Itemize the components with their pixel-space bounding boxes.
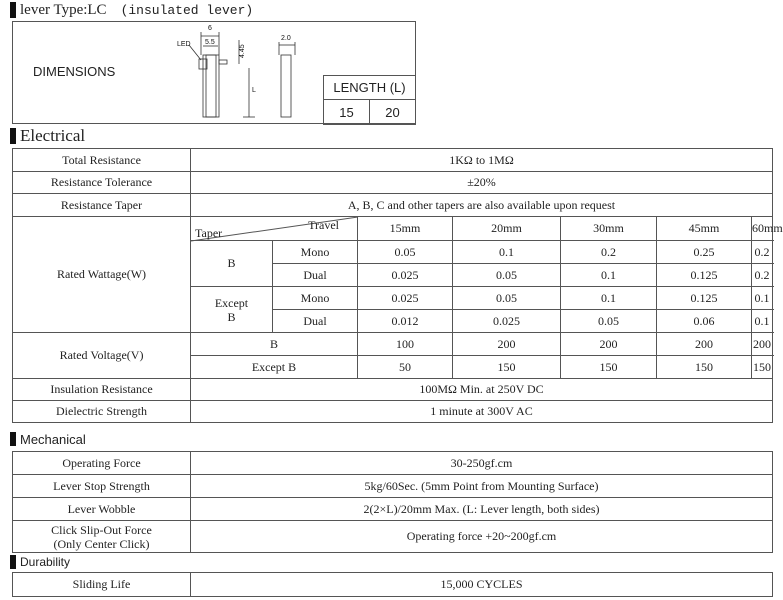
dim-6-text: 6 bbox=[208, 25, 212, 32]
mechanical-table bbox=[12, 451, 773, 553]
wattage-value: 0.1 bbox=[752, 310, 773, 333]
voltage-value: 200 bbox=[657, 333, 752, 356]
voltage-value: 150 bbox=[453, 356, 561, 379]
resistance-taper-value: A, B, C and other tapers are also available upon request bbox=[191, 194, 773, 217]
wattage-value: 0.05 bbox=[453, 287, 561, 310]
dielectric-strength-label: Dielectric Strength bbox=[13, 401, 191, 423]
voltage-taper: Except B bbox=[191, 356, 358, 379]
voltage-value: 200 bbox=[752, 333, 773, 356]
travel-30: 30mm bbox=[561, 217, 657, 241]
durability-title bbox=[10, 553, 70, 571]
dim-445-text: 4.45 bbox=[239, 44, 246, 58]
voltage-value: 50 bbox=[358, 356, 453, 379]
resistance-tolerance-label: Resistance Tolerance bbox=[13, 172, 191, 194]
travel-15: 15mm bbox=[358, 217, 453, 241]
insulation-resistance-label: Insulation Resistance bbox=[13, 379, 191, 401]
click-slip-out-label bbox=[13, 521, 191, 553]
dielectric-strength-value: 1 minute at 300V AC bbox=[191, 401, 773, 423]
wattage-value: 0.025 bbox=[358, 264, 453, 287]
wattage-value: 0.2 bbox=[561, 241, 657, 264]
lever-wobble-value: 2(2×L)/20mm Max. (L: Lever length, both sides) bbox=[191, 498, 773, 521]
sliding-life-label: Sliding Life bbox=[13, 573, 191, 597]
title-bar-marker bbox=[10, 128, 16, 144]
wattage-value: 0.2 bbox=[752, 264, 773, 287]
dim-20-text: 2.0 bbox=[281, 35, 291, 42]
lever-type-label: lever Type:LC bbox=[20, 1, 107, 18]
voltage-taper: B bbox=[191, 333, 358, 356]
electrical-table bbox=[12, 148, 783, 423]
click-slip-out-line1: Click Slip-Out Force bbox=[51, 522, 152, 537]
lever-type-subtitle: (insulated lever) bbox=[120, 2, 254, 18]
wattage-value: 0.1 bbox=[561, 287, 657, 310]
rated-voltage-label: Rated Voltage(V) bbox=[13, 333, 191, 379]
wattage-type: Mono bbox=[273, 287, 358, 310]
mechanical-label: Mechanical bbox=[20, 431, 86, 447]
wattage-type: Dual bbox=[273, 310, 358, 333]
wattage-value: 0.2 bbox=[752, 241, 773, 264]
click-slip-out-line2: (Only Center Click) bbox=[53, 536, 150, 551]
sliding-life-value: 15,000 CYCLES bbox=[191, 573, 773, 597]
wattage-type: Dual bbox=[273, 264, 358, 287]
lever-body bbox=[203, 55, 219, 117]
voltage-value: 150 bbox=[561, 356, 657, 379]
wattage-value: 0.25 bbox=[657, 241, 752, 264]
travel-60: 60mm bbox=[752, 217, 773, 241]
wattage-value: 0.012 bbox=[358, 310, 453, 333]
mechanical-title bbox=[10, 430, 86, 448]
wattage-value: 0.06 bbox=[657, 310, 752, 333]
led-text: LED bbox=[177, 41, 191, 48]
title-bar-marker bbox=[10, 432, 16, 446]
dim-l-text: L bbox=[252, 87, 256, 94]
insulation-resistance-value: 100MΩ Min. at 250V DC bbox=[191, 379, 773, 401]
voltage-value: 200 bbox=[561, 333, 657, 356]
operating-force-label: Operating Force bbox=[13, 452, 191, 475]
wattage-value: 0.025 bbox=[358, 287, 453, 310]
travel-45: 45mm bbox=[657, 217, 752, 241]
rated-wattage-label: Rated Wattage(W) bbox=[13, 217, 191, 333]
except-b-text: B bbox=[227, 309, 236, 324]
wattage-type: Mono bbox=[273, 241, 358, 264]
title-bar-marker bbox=[10, 2, 16, 18]
electrical-label: Electrical bbox=[20, 126, 86, 145]
lever-side-view bbox=[281, 55, 291, 117]
wattage-value: 0.125 bbox=[657, 264, 752, 287]
click-slip-out-value: Operating force +20~200gf.cm bbox=[191, 521, 773, 553]
wattage-value: 0.1 bbox=[561, 264, 657, 287]
voltage-value: 200 bbox=[453, 333, 561, 356]
dim-55-text: 5.5 bbox=[205, 39, 215, 46]
wattage-value: 0.1 bbox=[453, 241, 561, 264]
total-resistance-value: 1KΩ to 1MΩ bbox=[191, 149, 773, 172]
lever-wobble-label: Lever Wobble bbox=[13, 498, 191, 521]
voltage-value: 150 bbox=[752, 356, 773, 379]
dimensions-label: DIMENSIONS bbox=[33, 64, 116, 79]
wattage-value: 0.1 bbox=[752, 287, 773, 310]
travel-header: Travel bbox=[308, 218, 339, 232]
length-table bbox=[323, 75, 416, 125]
length-15: 15 bbox=[324, 100, 370, 125]
except-text: Except bbox=[214, 295, 249, 310]
wattage-group-except-b bbox=[191, 287, 273, 333]
wattage-value: 0.05 bbox=[561, 310, 657, 333]
length-header: LENGTH (L) bbox=[324, 76, 416, 100]
total-resistance-label: Total Resistance bbox=[13, 149, 191, 172]
durability-table bbox=[12, 572, 773, 597]
wattage-value: 0.125 bbox=[657, 287, 752, 310]
voltage-value: 150 bbox=[657, 356, 752, 379]
lever-type-title bbox=[10, 0, 253, 20]
lever-stop-strength-label: Lever Stop Strength bbox=[13, 475, 191, 498]
taper-header: Taper bbox=[195, 226, 223, 240]
durability-label: Durability bbox=[20, 555, 71, 569]
travel-taper-header bbox=[191, 217, 358, 241]
length-20: 20 bbox=[370, 100, 416, 125]
travel-20: 20mm bbox=[453, 217, 561, 241]
operating-force-value: 30-250gf.cm bbox=[191, 452, 773, 475]
voltage-value: 100 bbox=[358, 333, 453, 356]
electrical-title bbox=[10, 126, 85, 146]
lever-stop-strength-value: 5kg/60Sec. (5mm Point from Mounting Surface) bbox=[191, 475, 773, 498]
lever-inner bbox=[206, 55, 216, 117]
resistance-tolerance-value: ±20% bbox=[191, 172, 773, 194]
wattage-value: 0.025 bbox=[453, 310, 561, 333]
resistance-taper-label: Resistance Taper bbox=[13, 194, 191, 217]
led-leader bbox=[189, 45, 201, 60]
wattage-value: 0.05 bbox=[453, 264, 561, 287]
wattage-value: 0.05 bbox=[358, 241, 453, 264]
wattage-group-b: B bbox=[191, 241, 273, 287]
title-bar-marker bbox=[10, 555, 16, 569]
